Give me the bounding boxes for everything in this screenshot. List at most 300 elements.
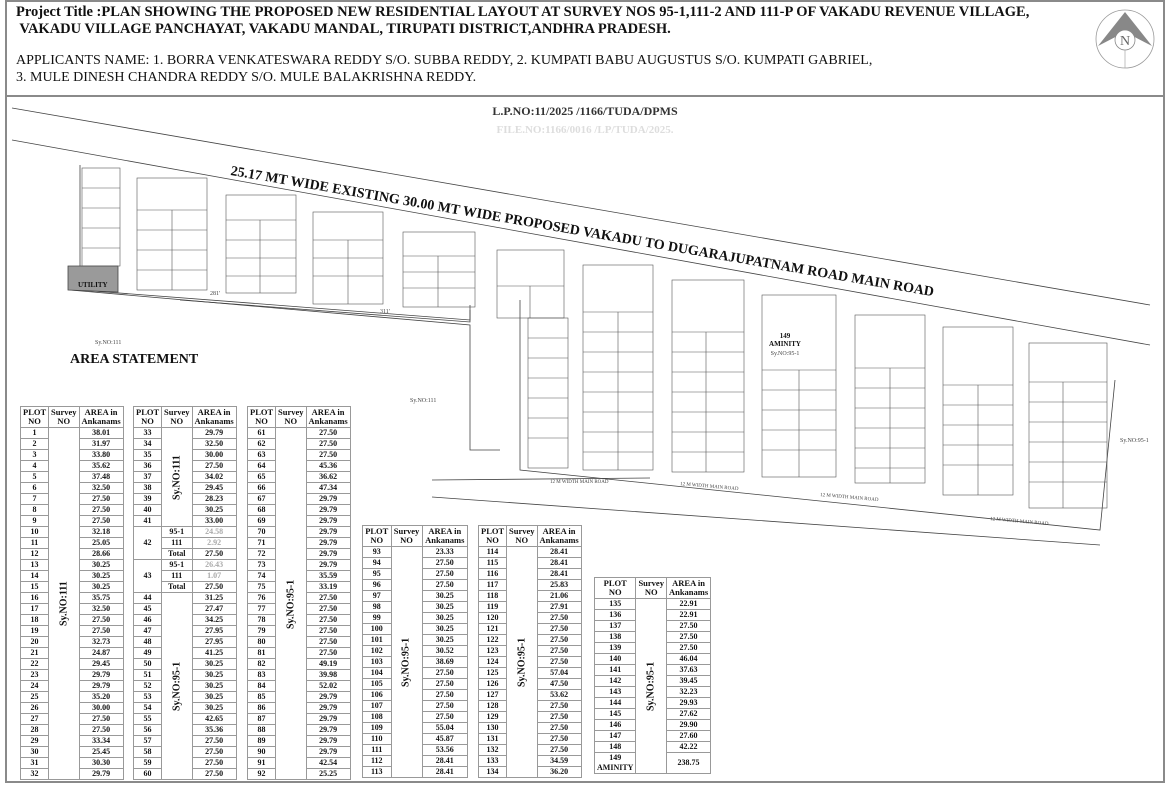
- plot-no: 107: [363, 701, 392, 712]
- area-value: 30.25: [422, 602, 467, 613]
- svg-text:12 M WIDTH MAIN ROAD: 12 M WIDTH MAIN ROAD: [679, 482, 739, 493]
- file-number: FILE.NO:1166/0016 /LP/TUDA/2025.: [496, 124, 674, 136]
- area-value: 37.48: [79, 472, 123, 483]
- lp-number: L.P.NO:11/2025 /1166/TUDA/DPMS: [492, 104, 678, 118]
- area-table-3: [247, 406, 351, 780]
- area-value: 27.47: [192, 604, 236, 615]
- area-value: 27.50: [537, 723, 581, 734]
- plot-no: 68: [248, 505, 276, 516]
- area-value: 30.25: [192, 681, 236, 692]
- area-value: 27.50: [79, 516, 123, 527]
- area-value: 29.79: [306, 560, 350, 571]
- area-value: 27.50: [666, 632, 710, 643]
- plot-no: 122: [479, 635, 507, 646]
- area-value: 55.04: [422, 723, 467, 734]
- svg-text:UTILITY: UTILITY: [78, 281, 108, 289]
- plot-no: 97: [363, 591, 392, 602]
- plot-no: 88: [248, 725, 276, 736]
- plot-no: 22: [21, 659, 49, 670]
- area-value: 34.02: [192, 472, 236, 483]
- survey-no: Sy.NO:111: [49, 428, 80, 780]
- plot-no: 18: [21, 615, 49, 626]
- area-value: 30.25: [79, 582, 123, 593]
- plot-no: 49: [134, 648, 162, 659]
- col-area: AREA in Ankanams: [422, 526, 467, 547]
- applicants-line-1: APPLICANTS NAME: 1. BORRA VENKATESWARA REDDY S/O. SUBBA REDDY, 2. KUMPATI BABU AUGUSTUS S/O. KUMPATI GABRIEL,: [16, 53, 873, 68]
- area-value: 32.50: [79, 604, 123, 615]
- area-value: 25.25: [306, 769, 350, 780]
- plot-no: 121: [479, 624, 507, 635]
- area-value: 27.62: [666, 709, 710, 720]
- plot-no: 147: [595, 731, 636, 742]
- area-table-1: [20, 406, 124, 780]
- plot-no: 23: [21, 670, 49, 681]
- area-value: 30.25: [192, 505, 236, 516]
- area-value: 27.50: [306, 450, 350, 461]
- area-value: 34.25: [192, 615, 236, 626]
- area-value: 32.50: [192, 439, 236, 450]
- plot-no: 60: [134, 769, 162, 780]
- area-value: 29.79: [306, 494, 350, 505]
- area-value: 29.79: [79, 681, 123, 692]
- area-value: 27.95: [192, 637, 236, 648]
- plot-no: 117: [479, 580, 507, 591]
- area-value: 27.50: [192, 747, 236, 758]
- plot-no: 13: [21, 560, 49, 571]
- plot-no: 28: [21, 725, 49, 736]
- plot-no: 47: [134, 626, 162, 637]
- area-table-6: [594, 577, 711, 774]
- area-value: 30.25: [192, 692, 236, 703]
- svg-text:Sy.NO:95-1: Sy.NO:95-1: [1120, 438, 1149, 444]
- plot-no: 86: [248, 703, 276, 714]
- col-survey: Survey NO: [636, 578, 667, 599]
- svg-text:12 M WIDTH MAIN ROAD: 12 M WIDTH MAIN ROAD: [550, 480, 609, 485]
- plot-no: 139: [595, 643, 636, 654]
- area-value: 29.45: [79, 659, 123, 670]
- table-row: [134, 560, 237, 571]
- plot-no: 101: [363, 635, 392, 646]
- area-table-5: [478, 525, 582, 778]
- area-value: 29.79: [79, 670, 123, 681]
- plot-no: 25: [21, 692, 49, 703]
- area-value: 27.50: [306, 626, 350, 637]
- table-row: [21, 428, 124, 439]
- plot-no: 102: [363, 646, 392, 657]
- plot-no: 76: [248, 593, 276, 604]
- area-value: 27.50: [537, 613, 581, 624]
- svg-text:N: N: [1119, 34, 1131, 49]
- plot-no: 45: [134, 604, 162, 615]
- plot-no: 32: [21, 769, 49, 780]
- area-value: 28.41: [537, 569, 581, 580]
- area-value: 29.79: [79, 769, 123, 780]
- area-value: 42.22: [666, 742, 710, 753]
- plot-no: 99: [363, 613, 392, 624]
- table-row: [363, 547, 468, 558]
- survey-no: 95-1: [162, 560, 193, 571]
- plot-no: 31: [21, 758, 49, 769]
- plot-no: 90: [248, 747, 276, 758]
- area-value: 32.18: [79, 527, 123, 538]
- area-value: 30.52: [422, 646, 467, 657]
- area-value: 27.50: [306, 615, 350, 626]
- plot-no: 110: [363, 734, 392, 745]
- plot-no: 70: [248, 527, 276, 538]
- area-value: 24.58: [192, 527, 236, 538]
- plot-no: 4: [21, 461, 49, 472]
- area-value: 30.25: [192, 659, 236, 670]
- plot-no: 130: [479, 723, 507, 734]
- area-value: 22.91: [666, 610, 710, 621]
- area-value: 33.34: [79, 736, 123, 747]
- area-value: 27.50: [192, 582, 236, 593]
- plot-no: 63: [248, 450, 276, 461]
- area-value: 27.50: [422, 712, 467, 723]
- area-value: 27.50: [79, 714, 123, 725]
- plot-no: 37: [134, 472, 162, 483]
- area-value: 45.87: [422, 734, 467, 745]
- plot-no: 55: [134, 714, 162, 725]
- plot-no: 96: [363, 580, 392, 591]
- area-value: 28.41: [422, 767, 467, 778]
- plot-no: 105: [363, 679, 392, 690]
- area-value: 29.79: [306, 736, 350, 747]
- plot-no: 116: [479, 569, 507, 580]
- area-value: 27.50: [306, 637, 350, 648]
- plot-no: 7: [21, 494, 49, 505]
- plot-no: 26: [21, 703, 49, 714]
- plot-no: 66: [248, 483, 276, 494]
- area-value: 46.04: [666, 654, 710, 665]
- plot-no: 33: [134, 428, 162, 439]
- area-value: 36.62: [306, 472, 350, 483]
- area-value: 29.79: [306, 714, 350, 725]
- col-area: AREA in Ankanams: [192, 407, 236, 428]
- area-value: 238.75: [666, 753, 710, 774]
- plot-no: 36: [134, 461, 162, 472]
- area-value: 27.50: [306, 648, 350, 659]
- plot-no: 132: [479, 745, 507, 756]
- plot-no: 126: [479, 679, 507, 690]
- area-value: 28.41: [537, 558, 581, 569]
- area-value: 25.45: [79, 747, 123, 758]
- plot-no: 40: [134, 505, 162, 516]
- plot-no: 85: [248, 692, 276, 703]
- plot-no: 118: [479, 591, 507, 602]
- col-plot: PLOT NO: [134, 407, 162, 428]
- area-value: 45.36: [306, 461, 350, 472]
- plot-no: 8: [21, 505, 49, 516]
- area-value: 53.62: [537, 690, 581, 701]
- table-row: [248, 428, 351, 439]
- area-value: 25.05: [79, 538, 123, 549]
- svg-text:12 M WIDTH MAIN ROAD: 12 M WIDTH MAIN ROAD: [989, 517, 1049, 528]
- col-area: AREA in Ankanams: [306, 407, 350, 428]
- table-row: [134, 527, 237, 538]
- plot-no: 27: [21, 714, 49, 725]
- plot-no: 84: [248, 681, 276, 692]
- plot-no: 144: [595, 698, 636, 709]
- area-statement-title: AREA STATEMENT: [70, 352, 199, 367]
- area-value: 29.79: [306, 747, 350, 758]
- plot-no: 115: [479, 558, 507, 569]
- plot-no: 46: [134, 615, 162, 626]
- area-value: 27.50: [422, 701, 467, 712]
- area-value: 30.25: [79, 571, 123, 582]
- area-value: 29.79: [306, 538, 350, 549]
- area-value: 31.97: [79, 439, 123, 450]
- plot-no: 14: [21, 571, 49, 582]
- plot-no: 127: [479, 690, 507, 701]
- area-value: 47.50: [537, 679, 581, 690]
- area-value: 39.98: [306, 670, 350, 681]
- area-value: 27.50: [79, 725, 123, 736]
- plot-no: 24: [21, 681, 49, 692]
- svg-text:149: 149: [779, 332, 791, 340]
- svg-text:Sy.NO:95-1: Sy.NO:95-1: [770, 351, 800, 357]
- area-value: 29.79: [306, 703, 350, 714]
- plot-no: 19: [21, 626, 49, 637]
- plot-no: 141: [595, 665, 636, 676]
- area-value: 27.50: [537, 635, 581, 646]
- area-value: 35.62: [79, 461, 123, 472]
- area-value: 57.04: [537, 668, 581, 679]
- plot-no: 35: [134, 450, 162, 461]
- plot-no: 87: [248, 714, 276, 725]
- survey-no: 95-1: [162, 527, 193, 538]
- area-value: 28.41: [537, 547, 581, 558]
- plot-no: 3: [21, 450, 49, 461]
- area-value: 29.45: [192, 483, 236, 494]
- area-value: 27.50: [537, 734, 581, 745]
- area-value: 29.79: [306, 692, 350, 703]
- plot-no: 145: [595, 709, 636, 720]
- plot-no: 124: [479, 657, 507, 668]
- plot-no: 100: [363, 624, 392, 635]
- col-plot: PLOT NO: [21, 407, 49, 428]
- col-survey: Survey NO: [276, 407, 307, 428]
- area-value: 29.79: [306, 725, 350, 736]
- area-value: 32.50: [79, 483, 123, 494]
- area-value: 29.79: [306, 505, 350, 516]
- area-value: 33.00: [192, 516, 236, 527]
- area-value: 41.25: [192, 648, 236, 659]
- plot-no: 6: [21, 483, 49, 494]
- area-value: 27.50: [79, 494, 123, 505]
- area-value: 27.50: [537, 712, 581, 723]
- area-value: 38.69: [422, 657, 467, 668]
- plot-no: 34: [134, 439, 162, 450]
- area-value: 27.50: [306, 428, 350, 439]
- area-value: 27.60: [666, 731, 710, 742]
- area-value: 30.25: [422, 635, 467, 646]
- plot-no: 149 AMINITY: [595, 753, 636, 774]
- plot-no: 146: [595, 720, 636, 731]
- area-table-2: [133, 406, 237, 780]
- area-value: 35.20: [79, 692, 123, 703]
- plot-no: 104: [363, 668, 392, 679]
- plot-no: 43: [134, 560, 162, 593]
- plot-no: 92: [248, 769, 276, 780]
- col-plot: PLOT NO: [248, 407, 276, 428]
- plot-no: 119: [479, 602, 507, 613]
- plot-no: 73: [248, 560, 276, 571]
- area-value: 27.50: [192, 549, 236, 560]
- area-value: 27.50: [422, 690, 467, 701]
- plot-no: 143: [595, 687, 636, 698]
- plot-no: 82: [248, 659, 276, 670]
- area-value: 33.80: [79, 450, 123, 461]
- plot-no: 16: [21, 593, 49, 604]
- area-value: 35.36: [192, 725, 236, 736]
- col-area: AREA in Ankanams: [537, 526, 581, 547]
- area-value: 27.50: [192, 769, 236, 780]
- area-value: 30.25: [192, 703, 236, 714]
- area-value: 27.50: [192, 461, 236, 472]
- col-area: AREA in Ankanams: [79, 407, 123, 428]
- survey-no: Sy.NO:111: [162, 428, 193, 527]
- area-value: 34.59: [537, 756, 581, 767]
- area-value: 27.95: [192, 626, 236, 637]
- plot-no: 57: [134, 736, 162, 747]
- plot-no: 59: [134, 758, 162, 769]
- plot-no: 69: [248, 516, 276, 527]
- area-value: 32.73: [79, 637, 123, 648]
- survey-no: Sy.NO:95-1: [636, 599, 667, 774]
- plot-no: 44: [134, 593, 162, 604]
- col-area: AREA in Ankanams: [666, 578, 710, 599]
- area-value: 2.92: [192, 538, 236, 549]
- plot-no: 48: [134, 637, 162, 648]
- area-value: 27.50: [666, 643, 710, 654]
- plot-no: 11: [21, 538, 49, 549]
- main-road-label: 25.17 MT WIDE EXISTING 30.00 MT WIDE PROPOSED VAKADU TO DUGARAJUPATNAM ROAD MAIN ROAD: [229, 164, 936, 301]
- area-value: 29.79: [306, 549, 350, 560]
- col-plot: PLOT NO: [595, 578, 636, 599]
- area-value: 37.63: [666, 665, 710, 676]
- plot-no: 137: [595, 621, 636, 632]
- plot-no: 5: [21, 472, 49, 483]
- table-row: [134, 428, 237, 439]
- svg-text:281': 281': [210, 291, 221, 297]
- plot-no: 58: [134, 747, 162, 758]
- plot-no: 135: [595, 599, 636, 610]
- plot-no: 67: [248, 494, 276, 505]
- plot-no: 79: [248, 626, 276, 637]
- area-value: 27.50: [79, 626, 123, 637]
- plot-no: 95: [363, 569, 392, 580]
- area-value: 38.01: [79, 428, 123, 439]
- plot-no: 52: [134, 681, 162, 692]
- plot-no: 2: [21, 439, 49, 450]
- svg-text:12 M WIDTH MAIN ROAD: 12 M WIDTH MAIN ROAD: [819, 493, 879, 504]
- svg-text:Sy.NO:111: Sy.NO:111: [410, 398, 437, 404]
- area-value: 39.45: [666, 676, 710, 687]
- plot-no: 106: [363, 690, 392, 701]
- area-value: 27.50: [192, 758, 236, 769]
- survey-no: 111: [162, 538, 193, 549]
- area-value: 29.79: [306, 516, 350, 527]
- area-value: 29.90: [666, 720, 710, 731]
- plot-no: 129: [479, 712, 507, 723]
- area-value: 35.59: [306, 571, 350, 582]
- col-plot: PLOT NO: [479, 526, 507, 547]
- survey-no: 111: [162, 571, 193, 582]
- plot-no: 91: [248, 758, 276, 769]
- plot-no: 138: [595, 632, 636, 643]
- area-value: 42.65: [192, 714, 236, 725]
- area-value: 27.50: [79, 505, 123, 516]
- area-value: 32.23: [666, 687, 710, 698]
- applicants-line-2: 3. MULE DINESH CHANDRA REDDY S/O. MULE BALAKRISHNA REDDY.: [16, 70, 477, 85]
- plot-no: 128: [479, 701, 507, 712]
- plot-no: 93: [363, 547, 392, 558]
- area-value: 29.93: [666, 698, 710, 709]
- plot-no: 29: [21, 736, 49, 747]
- plot-no: 53: [134, 692, 162, 703]
- title-line-2: VAKADU VILLAGE PANCHAYAT, VAKADU MANDAL, TIRUPATI DISTRICT,ANDHRA PRADESH.: [16, 21, 671, 37]
- area-value: 29.79: [192, 428, 236, 439]
- plot-no: 120: [479, 613, 507, 624]
- plot-no: 62: [248, 439, 276, 450]
- plot-no: 9: [21, 516, 49, 527]
- area-value: 27.91: [537, 602, 581, 613]
- area-value: 30.25: [192, 670, 236, 681]
- plot-no: 112: [363, 756, 392, 767]
- area-value: 26.43: [192, 560, 236, 571]
- plot-no: 17: [21, 604, 49, 615]
- area-value: 27.50: [537, 624, 581, 635]
- plot-no: 64: [248, 461, 276, 472]
- survey-no: Sy.NO:95-1: [162, 593, 193, 780]
- table-row: [595, 599, 711, 610]
- plot-no: 94: [363, 558, 392, 569]
- area-value: 33.19: [306, 582, 350, 593]
- plot-no: 75: [248, 582, 276, 593]
- plot-no: 114: [479, 547, 507, 558]
- area-value: 30.00: [192, 450, 236, 461]
- plot-no: 54: [134, 703, 162, 714]
- plot-no: 38: [134, 483, 162, 494]
- plot-no: 134: [479, 767, 507, 778]
- area-value: 27.50: [537, 646, 581, 657]
- area-value: 30.25: [422, 591, 467, 602]
- area-value: 24.87: [79, 648, 123, 659]
- area-value: 1.07: [192, 571, 236, 582]
- area-value: 29.79: [306, 527, 350, 538]
- plot-no: 125: [479, 668, 507, 679]
- title-line-1: Project Title :PLAN SHOWING THE PROPOSED NEW RESIDENTIAL LAYOUT AT SURVEY NOS 95-1,111-2 AND 111-P OF VAKADU REVENUE VILLAGE,: [16, 4, 1030, 20]
- plot-no: 61: [248, 428, 276, 439]
- area-value: 28.23: [192, 494, 236, 505]
- plot-no: 133: [479, 756, 507, 767]
- area-value: 36.20: [537, 767, 581, 778]
- plot-no: 103: [363, 657, 392, 668]
- col-survey: Survey NO: [507, 526, 538, 547]
- area-value: 21.06: [537, 591, 581, 602]
- area-value: 42.54: [306, 758, 350, 769]
- area-value: 30.30: [79, 758, 123, 769]
- plot-no: 89: [248, 736, 276, 747]
- area-value: 53.56: [422, 745, 467, 756]
- area-value: 52.02: [306, 681, 350, 692]
- area-value: 28.66: [79, 549, 123, 560]
- area-value: 23.33: [422, 547, 467, 558]
- area-value: 27.50: [422, 679, 467, 690]
- area-value: 31.25: [192, 593, 236, 604]
- plot-no: 108: [363, 712, 392, 723]
